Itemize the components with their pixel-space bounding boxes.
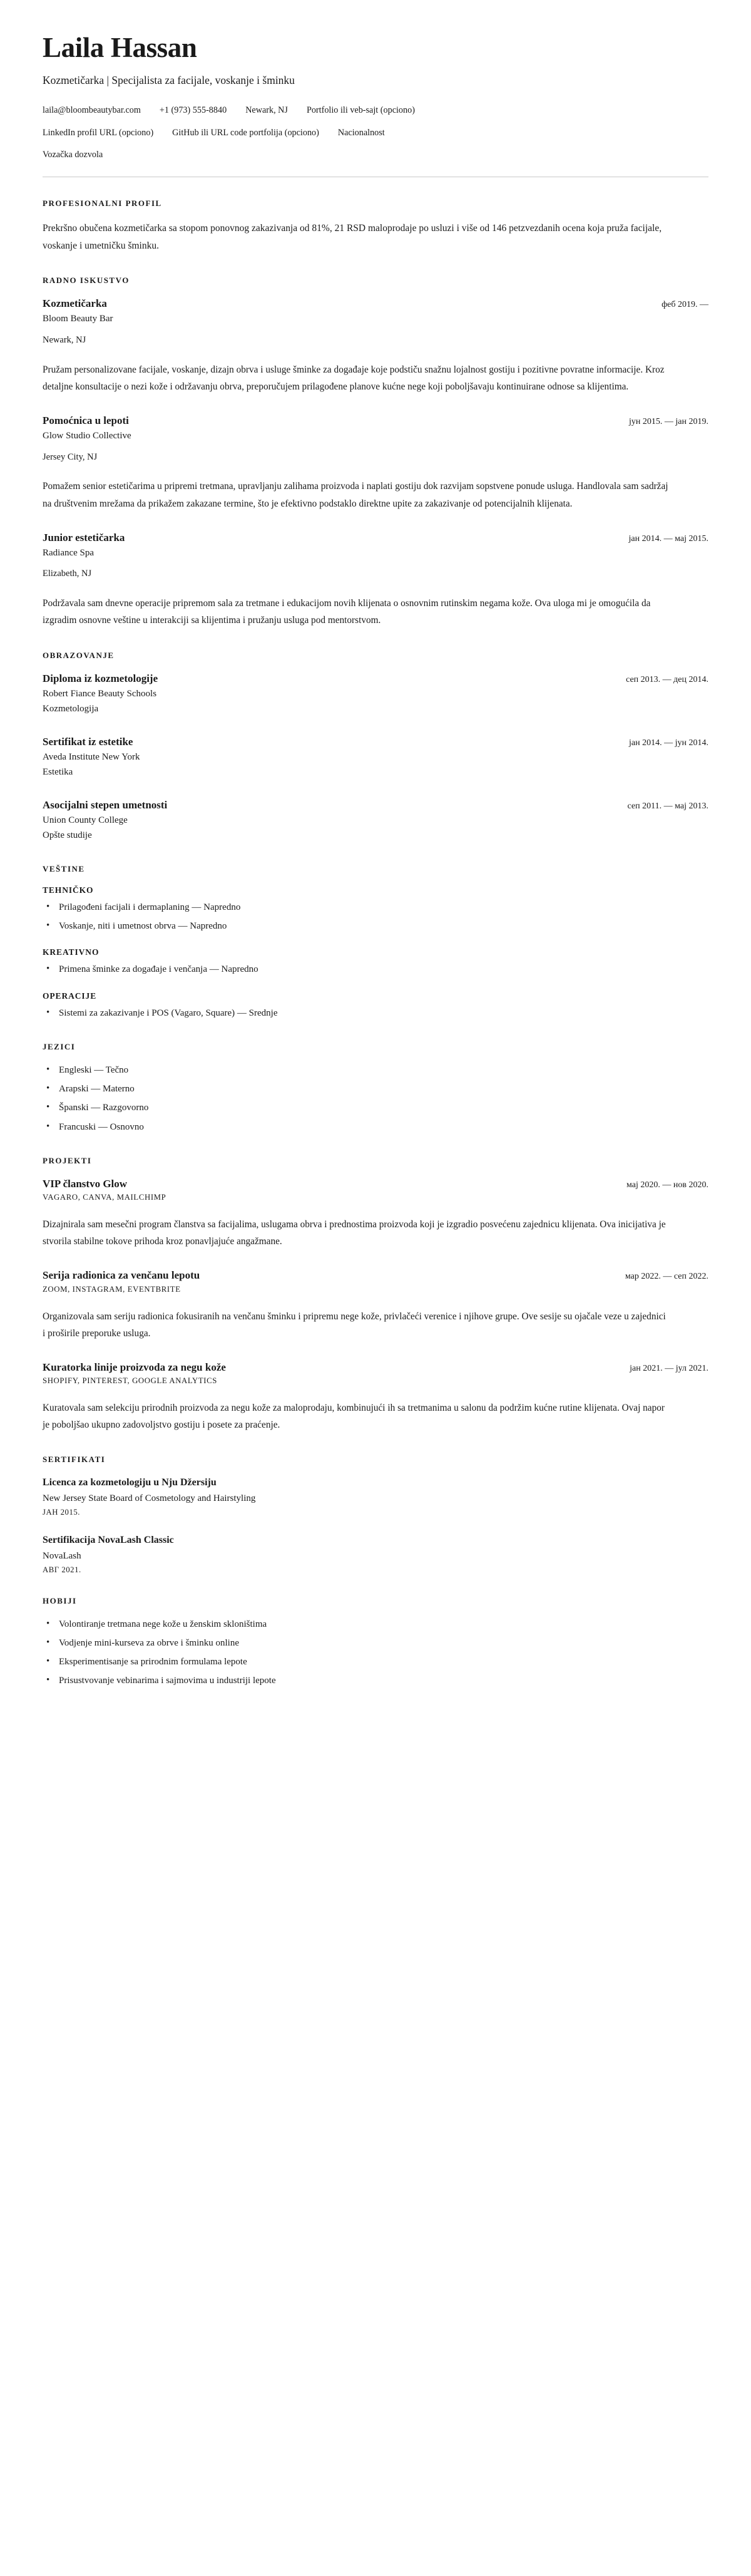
job-location: Jersey City, NJ [43, 451, 98, 462]
job-location: Newark, NJ [43, 334, 86, 345]
degree-date: сеп 2013. — дец 2014. [626, 674, 708, 684]
project-entry-head [43, 1361, 708, 1374]
project-tech: VAGARO, CANVA, MAILCHIMP [43, 1192, 166, 1202]
job-title: Pomoćnica u lepoti [43, 415, 129, 427]
project-date: мар 2022. — сеп 2022. [625, 1272, 708, 1282]
project-title: Serija radionica za venčanu lepotu [43, 1269, 200, 1282]
section-title-hobbies: HOBIJI [43, 1595, 77, 1605]
degree-date: јан 2014. — јун 2014. [629, 738, 708, 748]
field-of-study: Opšte studije [43, 830, 92, 841]
project-title: Kuratorka linije proizvoda za negu kože [43, 1361, 226, 1373]
field-of-study: Kozmetologija [43, 704, 99, 714]
skill-category-label: KREATIVNO [43, 947, 100, 957]
job-date: јун 2015. — јан 2019. [629, 417, 708, 427]
list-item: • Prisustvovanje vebinarima i sajmovima u industriji lepote [43, 1674, 708, 1688]
list-item: • Primena šminke za događaje i venčanja — Napredno [43, 962, 708, 977]
contact-linkedin[interactable]: LinkedIn profil URL (opciono) [43, 127, 154, 138]
job-date: феб 2019. — [662, 300, 708, 310]
list-item: • Vodjenje mini-kurseva za obrve i šminku online [43, 1636, 708, 1651]
skill-group [43, 885, 708, 934]
education-entry [43, 735, 708, 780]
certificate-issuer: New Jersey State Board of Cosmetology and Hairstyling [43, 1493, 256, 1504]
project-date: мај 2020. — нов 2020. [626, 1180, 708, 1190]
professional-headline: Kozmetičarka | Specijalista za facijale, voskanje i šminku [43, 73, 295, 86]
experience-entry [43, 297, 708, 395]
section-title-education: OBRAZOVANJE [43, 650, 115, 660]
project-title: VIP članstvo Glow [43, 1177, 128, 1190]
job-description: Pomažem senior estetičarima u pripremi tretmana, upravljanju zalihama proizvoda i naplati gostiju dok razvijam sopstvene ponude usluga. Handlovala sam sadržaj na društvenim mrežama da prikažem zakazane termine, što je efektivno podstaklo direktne upite za zakazivanje od potencijalnih klijenata. [43, 481, 668, 509]
contact-phone[interactable]: +1 (973) 555-8840 [159, 105, 227, 116]
contact-location: Newark, NJ [245, 105, 288, 116]
section-languages [43, 1042, 708, 1135]
section-skills [43, 864, 708, 1021]
list-item: • Francuski — Osnovno [43, 1120, 708, 1135]
education-entry-head [43, 798, 708, 812]
degree-title: Sertifikat iz estetike [43, 735, 133, 748]
section-title-experience: RADNO ISKUSTVO [43, 276, 130, 286]
section-title-skills: VEŠTINE [43, 863, 85, 873]
contact-row-3 [43, 148, 708, 162]
section-title-projects: PROJEKTI [43, 1155, 92, 1165]
contact-drivers-license: Vozačka dozvola [43, 149, 103, 160]
list-item: • Španski — Razgovorno [43, 1101, 708, 1115]
project-entry-head [43, 1177, 708, 1191]
section-profile [43, 198, 708, 254]
skill-list [43, 1006, 708, 1021]
list-item: • Prilagođeni facijali i dermaplaning — Napredno [43, 900, 708, 915]
resume-header [43, 33, 708, 162]
skill-group [43, 991, 708, 1021]
section-title-profile: PROFESIONALNI PROFIL [43, 198, 162, 209]
list-item: • Engleski — Tečno [43, 1063, 708, 1078]
hobby-list [43, 1617, 708, 1689]
experience-entry [43, 531, 708, 629]
contact-row-1 [43, 104, 708, 117]
skill-list [43, 900, 708, 934]
contact-portfolio[interactable]: Portfolio ili veb-sajt (opciono) [306, 105, 415, 116]
degree-title: Asocijalni stepen umetnosti [43, 798, 168, 811]
list-item: • Arapski — Materno [43, 1082, 708, 1096]
contact-email[interactable]: laila@bloombeautybar.com [43, 105, 141, 116]
school-name: Aveda Institute New York [43, 751, 140, 762]
section-certificates [43, 1455, 708, 1574]
language-list [43, 1063, 708, 1135]
job-description: Pružam personalizovane facijale, voskanje, dizajn obrva i usluge šminke za događaje koje podstiču snažnu lojalnost gostiju i pozitivne povratne informacije. Kroz detaljne konsultacije o nezi kože i održavanju obrva, preporučujem prilagođene planove kućne nege koji poboljšavaju kontinuirane odnose sa klijentima. [43, 364, 665, 392]
skill-category-label: TEHNIČKO [43, 885, 94, 895]
section-education [43, 651, 708, 843]
project-description: Kuratovala sam selekciju prirodnih proizvoda za negu kože za maloprodaju, kombinujući ih sa tretmanima u salonu da podržim kućne rutine klijenata. Ovaj napor je poboljšao ukupno zadovoljstvo gostiju i posete za praćenje. [43, 1403, 665, 1431]
list-item: • Volontiranje tretmana nege kože u ženskim skloništima [43, 1617, 708, 1632]
experience-entry-head [43, 531, 708, 545]
certificate-entry [43, 1533, 708, 1575]
project-entry [43, 1269, 708, 1342]
project-tech: SHOPIFY, PINTEREST, GOOGLE ANALYTICS [43, 1376, 217, 1386]
school-name: Robert Fiance Beauty Schools [43, 688, 157, 699]
certificate-date: АВГ 2021. [43, 1565, 81, 1574]
skill-group [43, 947, 708, 977]
experience-entry-head [43, 414, 708, 428]
skill-category-label: OPERACIJE [43, 991, 97, 1001]
education-entry-head [43, 735, 708, 749]
contact-github[interactable]: GitHub ili URL code portfolija (opciono) [172, 127, 319, 138]
section-projects [43, 1156, 708, 1434]
certificate-name: Sertifikacija NovaLash Classic [43, 1535, 174, 1546]
education-entry-head [43, 672, 708, 686]
job-company: Bloom Beauty Bar [43, 314, 113, 324]
project-description: Organizovala sam seriju radionica fokusiranih na venčanu šminku i pripremu nege kože, privlačeći verenice i njihove grupe. Ove sesije su ojačale veze u zajednici i proširile preporuke usluga. [43, 1311, 666, 1339]
degree-date: сеп 2011. — мај 2013. [627, 801, 708, 811]
contact-row-2 [43, 126, 708, 140]
job-company: Radiance Spa [43, 547, 95, 558]
project-entry-head [43, 1269, 708, 1282]
list-item: • Voskanje, niti i umetnost obrva — Napredno [43, 919, 708, 934]
skill-list [43, 962, 708, 977]
project-date: јан 2021. — јул 2021. [630, 1363, 708, 1373]
field-of-study: Estetika [43, 767, 73, 778]
job-title: Junior estetičarka [43, 531, 125, 544]
section-title-languages: JEZICI [43, 1041, 76, 1051]
school-name: Union County College [43, 815, 128, 825]
list-item: • Sistemi za zakazivanje i POS (Vagaro, Square) — Srednje [43, 1006, 708, 1021]
contact-nationality: Nacionalnost [337, 127, 385, 138]
section-experience [43, 276, 708, 629]
project-entry [43, 1361, 708, 1434]
job-title: Kozmetičarka [43, 297, 107, 310]
degree-title: Diploma iz kozmetologije [43, 672, 158, 684]
section-title-certificates: SERTIFIKATI [43, 1455, 106, 1465]
education-entry [43, 672, 708, 716]
certificate-entry [43, 1476, 708, 1517]
education-entry [43, 798, 708, 843]
experience-entry [43, 414, 708, 512]
job-location: Elizabeth, NJ [43, 569, 92, 579]
certificate-name: Licenca za kozmetologiju u Nju Džersiju [43, 1477, 217, 1488]
page-title: Laila Hassan [43, 32, 197, 63]
certificate-issuer: NovaLash [43, 1550, 81, 1561]
job-company: Glow Studio Collective [43, 431, 131, 441]
certificate-date: ЈАН 2015. [43, 1508, 80, 1517]
project-tech: ZOOM, INSTAGRAM, EVENTBRITE [43, 1284, 181, 1294]
project-description: Dizajnirala sam mesečni program članstva sa facijalima, uslugama obrva i prednostima proizvoda koji je izgradio posvećenu zajednicu klijenata. Ova inicijativa je stvorila stabilne tokove prihoda kroz ponavljajuće angažmane. [43, 1218, 666, 1247]
section-hobbies [43, 1596, 708, 1689]
experience-entry-head [43, 297, 708, 311]
list-item: • Eksperimentisanje sa prirodnim formulama lepote [43, 1655, 708, 1669]
job-description: Podržavala sam dnevne operacije pripremom sala za tretmane i edukacijom novih klijenata o osnovnim rutinskim negama kože. Ova uloga mi je omogućila da izgradim osnovne veštine u interakciji sa klijentima i pružanju usluga pod mentorstvom. [43, 598, 651, 626]
job-date: јан 2014. — мај 2015. [628, 533, 708, 544]
project-entry [43, 1177, 708, 1250]
profile-text: Prekršno obučena kozmetičarka sa stopom ponovnog zakazivanja od 81%, 21 RSD maloprodaje po usluzi i više od 146 petzvezdanih ocena koja pruža facijale, voskanje i umetničku šminku. [43, 223, 662, 251]
